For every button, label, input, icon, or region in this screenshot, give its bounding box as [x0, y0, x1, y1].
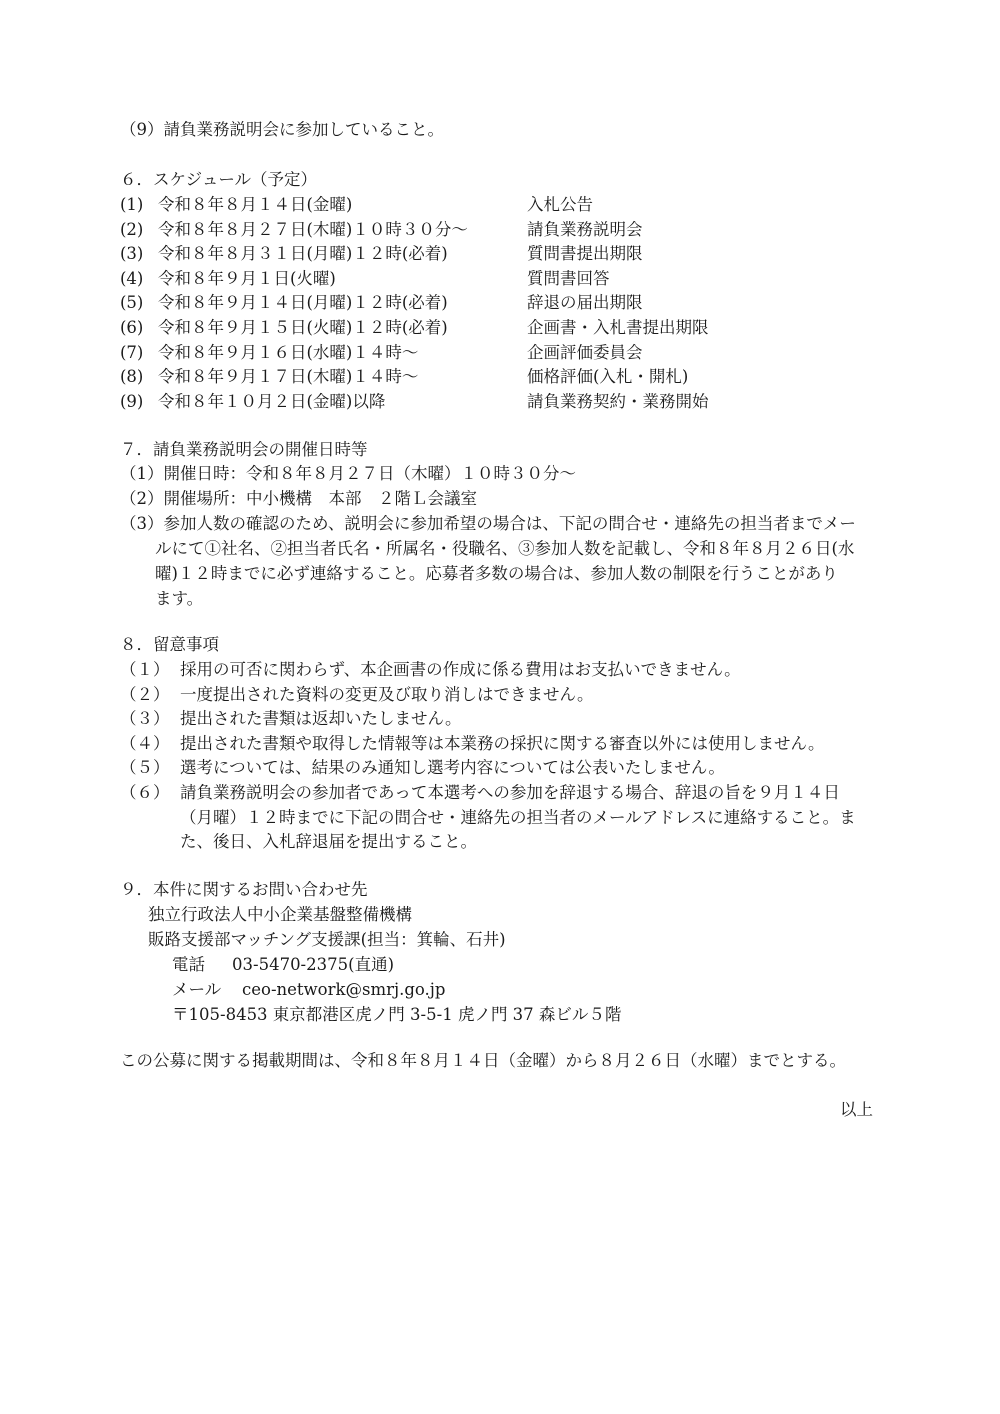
- note-text: 提出された書類は返却いたしません。: [180, 709, 462, 729]
- schedule-date: 令和８年８月１４日(金曜): [158, 195, 353, 214]
- contact-dept: 販路支援部マッチング支援課(担当：箕輪、石井): [148, 930, 506, 949]
- note-number: （２）: [120, 684, 170, 704]
- schedule-date: 令和８年１０月２日(金曜)以降: [158, 391, 386, 411]
- schedule-number: (7): [120, 342, 144, 362]
- note-number: （６）: [120, 783, 170, 802]
- s7-item-3-line-1: （3）参加人数の確認のため、説明会に参加希望の場合は、下記の問合せ・連絡先の担当者までメー: [120, 514, 856, 533]
- schedule-event: 企画書・入札書提出期限: [527, 318, 709, 337]
- schedule-row: [0, 218, 1000, 242]
- note-6-line-2: （月曜）１２時までに下記の問合せ・連絡先の担当者のメールアドレスに連絡すること。ま: [180, 808, 856, 827]
- section-7-heading: ７．請負業務説明会の開催日時等: [120, 440, 368, 459]
- note-row: [0, 756, 1000, 780]
- schedule-row: [0, 341, 1000, 365]
- contact-address: 〒105-8453 東京都港区虎ノ門 3-5-1 虎ノ門 37 森ビル５階: [172, 1005, 622, 1024]
- schedule-number: (2): [120, 219, 144, 239]
- intro-item: （9）請負業務説明会に参加していること。: [120, 120, 444, 139]
- note-number: （４）: [120, 733, 170, 753]
- note-row: [0, 683, 1000, 707]
- s7-item-2: （2）開催場所：中小機構 本部 ２階Ｌ会議室: [120, 489, 477, 508]
- note-row: [0, 781, 1000, 805]
- schedule-row: [0, 390, 1000, 414]
- schedule-number: (8): [120, 367, 144, 387]
- note-text: 一度提出された資料の変更及び取り消しはできません。: [180, 684, 594, 704]
- schedule-number: (5): [120, 293, 144, 313]
- schedule-number: (1): [120, 195, 144, 214]
- schedule-event: 請負業務説明会: [527, 219, 643, 239]
- schedule-row: [0, 291, 1000, 315]
- note-row: [0, 658, 1000, 682]
- note-text: 請負業務説明会の参加者であって本選考への参加を辞退する場合、辞退の旨を９月１４日: [180, 783, 840, 802]
- schedule-date: 令和８年８月３１日(月曜)１２時(必着): [158, 244, 448, 264]
- contact-phone-value: 03-5470-2375(直通): [232, 955, 395, 974]
- schedule-row: [0, 365, 1000, 389]
- schedule-number: (4): [120, 268, 144, 288]
- schedule-event: 企画評価委員会: [527, 342, 643, 362]
- schedule-date: 令和８年９月１５日(火曜)１２時(必着): [158, 318, 448, 337]
- note-number: （３）: [120, 709, 170, 729]
- note-text: 採用の可否に関わらず、本企画書の作成に係る費用はお支払いできません。: [180, 660, 741, 679]
- note-text: 選考については、結果のみ通知し選考内容については公表いたしません。: [180, 758, 725, 778]
- schedule-date: 令和８年９月１日(火曜): [158, 268, 336, 288]
- s7-item-1: （1）開催日時：令和８年８月２７日（木曜）１０時３０分～: [120, 464, 576, 483]
- end-mark: 以上: [840, 1100, 873, 1119]
- schedule-row: [0, 193, 1000, 217]
- contact-phone-label: 電話: [172, 955, 205, 974]
- schedule-date: 令和８年９月１６日(水曜)１４時～: [158, 342, 419, 362]
- schedule-number: (9): [120, 391, 144, 411]
- note-row: [0, 732, 1000, 756]
- schedule-event: 入札公告: [527, 195, 593, 214]
- contact-mail-value: ceo-network@smrj.go.jp: [242, 980, 446, 999]
- schedule-event: 質問書回答: [527, 268, 610, 288]
- note-row: [0, 707, 1000, 731]
- schedule-row: [0, 316, 1000, 340]
- contact-mail-label: メール: [172, 980, 222, 999]
- schedule-row: [0, 242, 1000, 266]
- schedule-event: 価格評価(入札・開札): [527, 367, 689, 387]
- section-8-heading: ８．留意事項: [120, 635, 219, 654]
- note-number: （５）: [120, 758, 170, 778]
- schedule-number: (6): [120, 318, 144, 337]
- note-text: 提出された書類や取得した情報等は本業務の採択に関する審査以外には使用しません。: [180, 733, 825, 753]
- s7-item-3-line-4: ます。: [155, 589, 204, 608]
- contact-org: 独立行政法人中小企業基盤整備機構: [148, 905, 412, 924]
- schedule-row: [0, 267, 1000, 291]
- section-9-heading: ９．本件に関するお問い合わせ先: [120, 880, 368, 899]
- note-number: （１）: [120, 660, 170, 679]
- schedule-number: (3): [120, 244, 144, 264]
- s7-item-3-line-3: 曜)１２時までに必ず連絡すること。応募者多数の場合は、参加人数の制限を行うことがあり: [155, 564, 838, 583]
- s7-item-3-line-2: ルにて①社名、②担当者氏名・所属名・役職名、③参加人数を記載し、令和８年８月２６日(水: [155, 539, 855, 558]
- schedule-date: 令和８年８月２７日(木曜)１０時３０分～: [158, 219, 468, 239]
- schedule-event: 辞退の届出期限: [527, 293, 643, 313]
- schedule-date: 令和８年９月１４日(月曜)１２時(必着): [158, 293, 448, 313]
- note-6-line-3: た、後日、入札辞退届を提出すること。: [180, 832, 477, 851]
- closing-statement: この公募に関する掲載期間は、令和８年８月１４日（金曜）から８月２６日（水曜）までとする。: [120, 1051, 846, 1070]
- schedule-event: 質問書提出期限: [527, 244, 643, 264]
- section-6-heading: ６．スケジュール（予定）: [120, 170, 318, 189]
- schedule-event: 請負業務契約・業務開始: [527, 391, 709, 411]
- schedule-date: 令和８年９月１７日(木曜)１４時～: [158, 367, 419, 387]
